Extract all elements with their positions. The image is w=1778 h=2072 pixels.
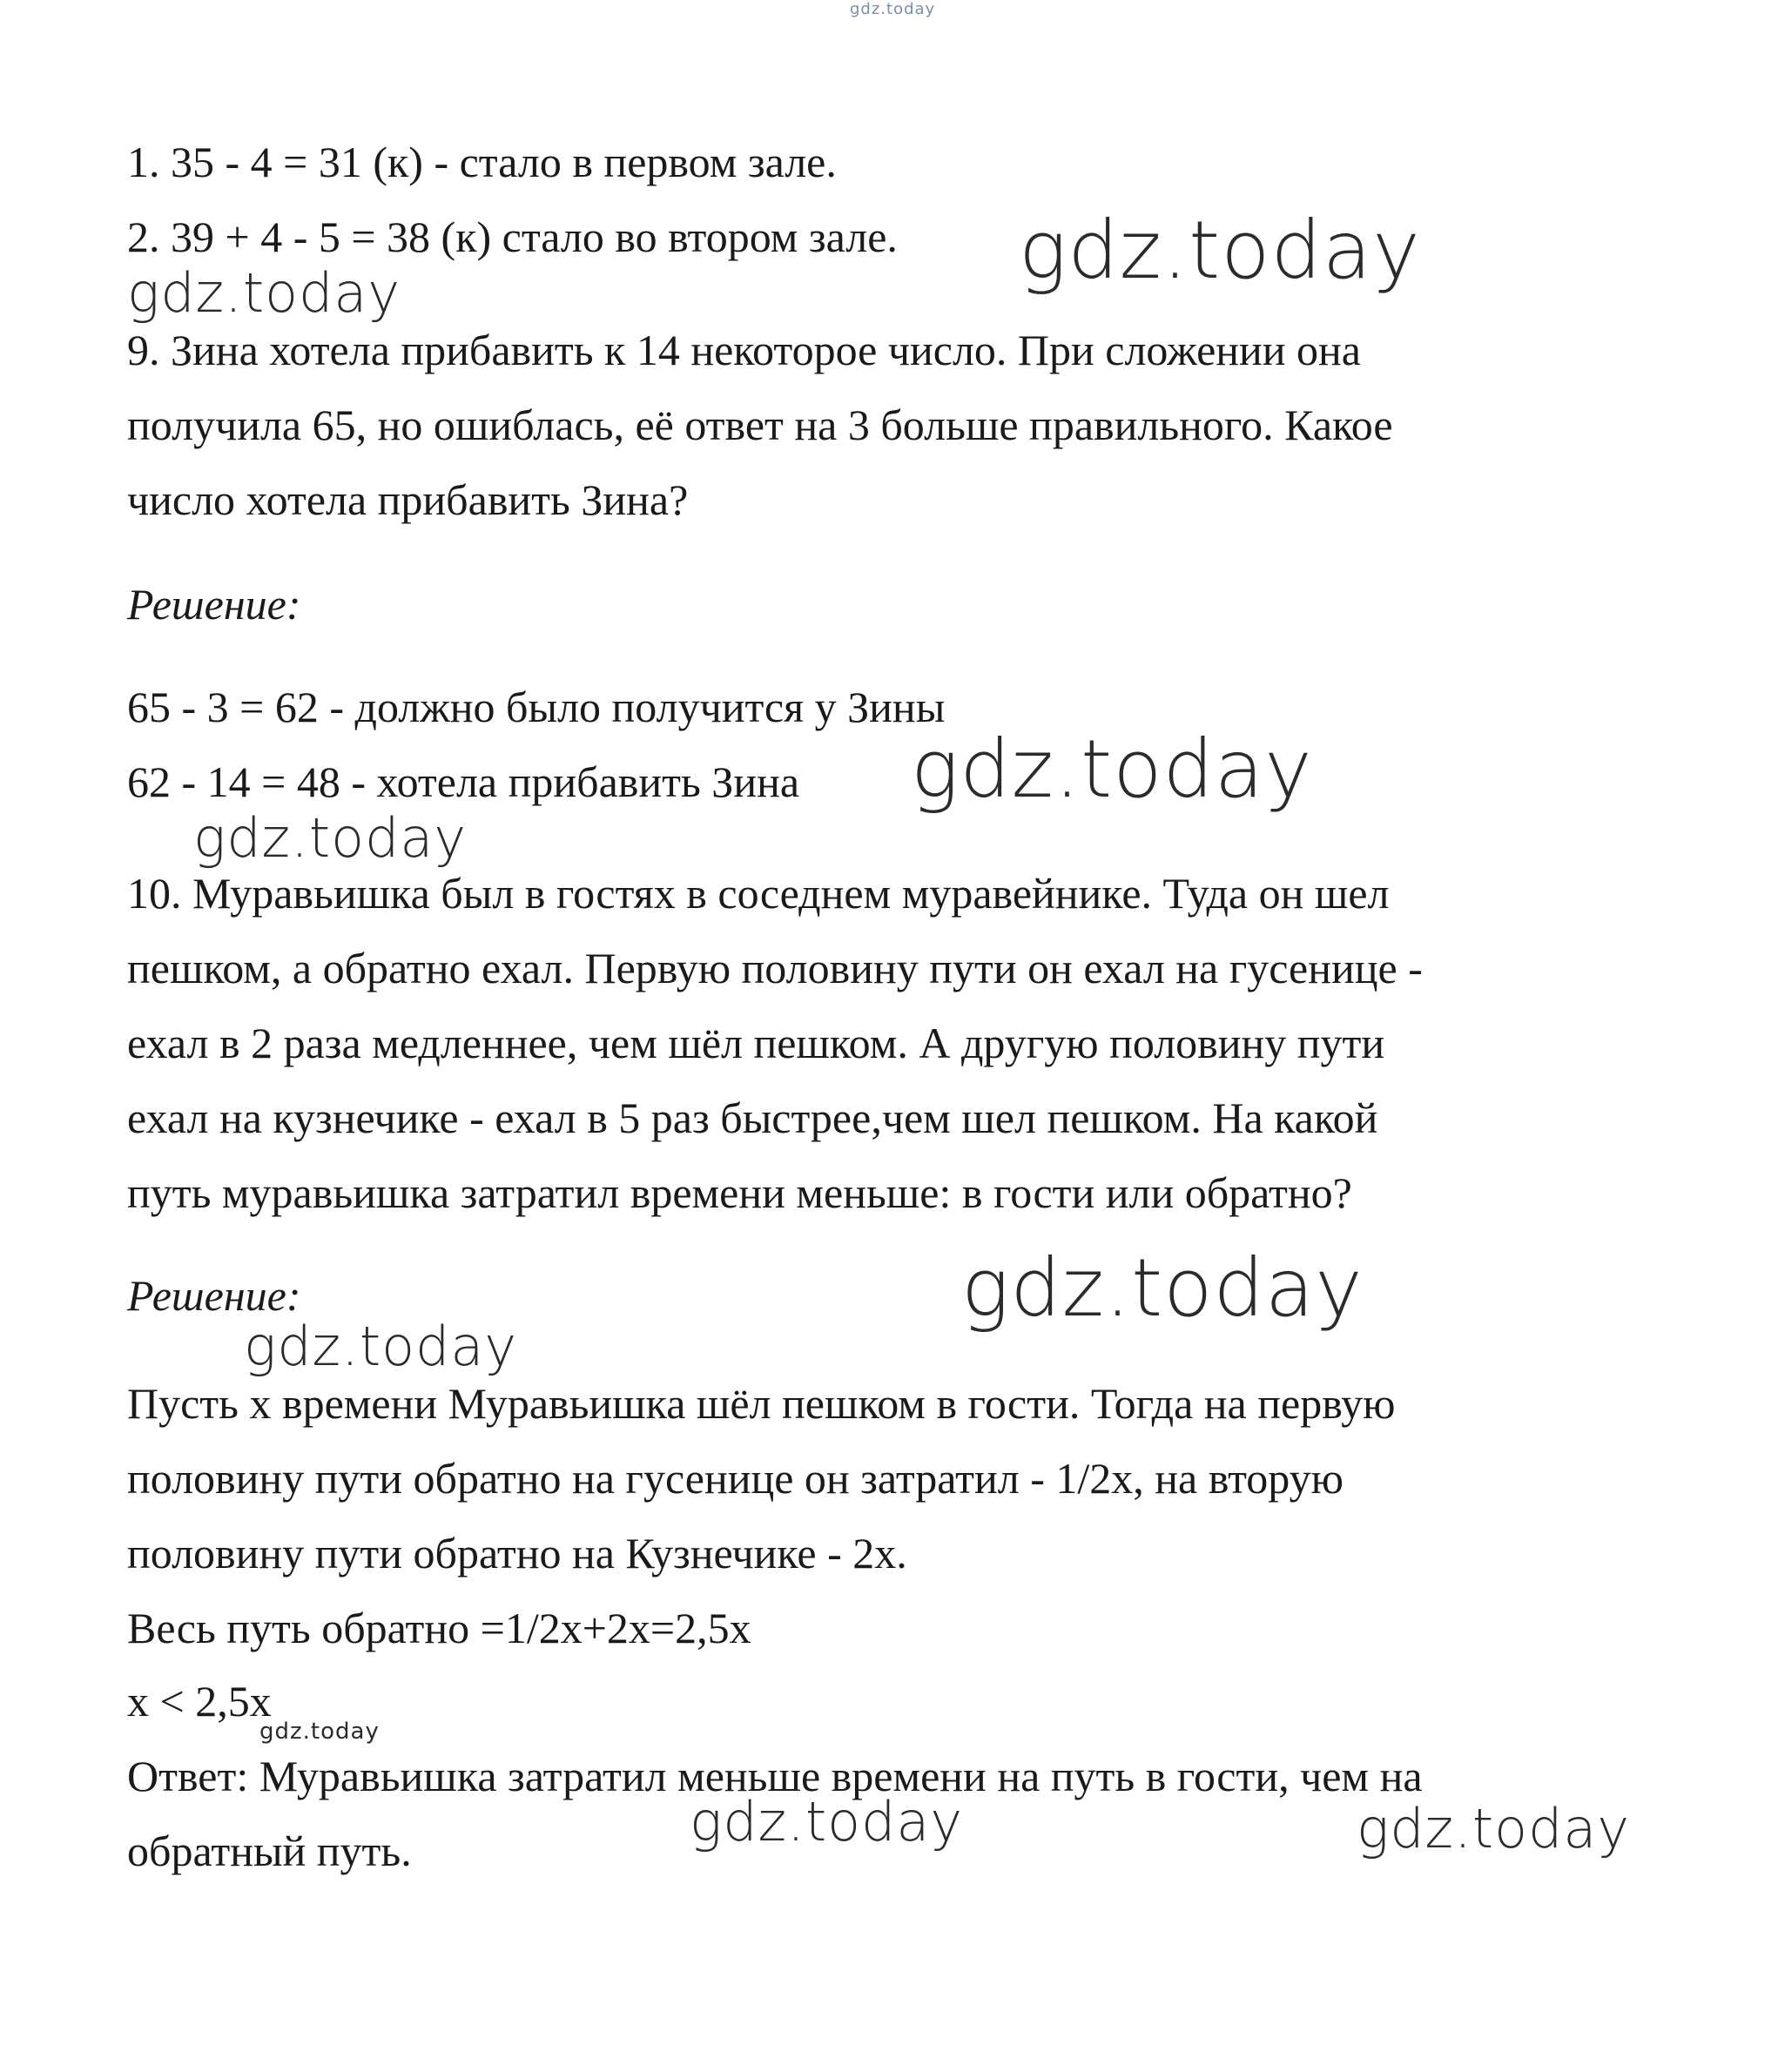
problem9-text-line-3: число хотела прибавить Зина? bbox=[127, 475, 689, 524]
problem9-solution-line-1: 65 - 3 = 62 - должно было получится у Зины bbox=[127, 683, 946, 731]
watermark: gdz.today bbox=[1357, 1797, 1631, 1860]
problem10-text-line-5: путь муравьишка затратил времени меньше: в гости или обратно? bbox=[127, 1168, 1352, 1217]
problem10-text-line-1: 10. Муравьишка был в гостях в соседнем муравейнике. Туда он шел bbox=[127, 869, 1390, 918]
problem10-text-line-2: пешком, а обратно ехал. Первую половину пути он ехал на гусенице - bbox=[127, 944, 1423, 992]
problem10-solution-line-5: x < 2,5x bbox=[127, 1677, 272, 1726]
problem10-text-line-3: ехал в 2 раза медленнее, чем шёл пешком. А другую половину пути bbox=[127, 1019, 1385, 1067]
watermark: gdz.today bbox=[259, 1719, 380, 1745]
problem10-solution-label: Решение: bbox=[127, 1271, 301, 1320]
watermark: gdz.today bbox=[690, 1790, 964, 1853]
watermark: gdz.today bbox=[127, 261, 401, 325]
watermark: gdz.today bbox=[961, 1241, 1364, 1335]
problem9-text-line-2: получила 65, но ошиблась, её ответ на 3 больше правильного. Какое bbox=[127, 400, 1393, 449]
problem10-solution-line-3: половину пути обратно на Кузнечике - 2x. bbox=[127, 1529, 907, 1578]
problem10-solution-line-2: половину пути обратно на гусенице он затратил - 1/2x, на вторую bbox=[127, 1454, 1344, 1503]
watermark-top: gdz.today bbox=[850, 0, 936, 18]
watermark: gdz.today bbox=[1019, 204, 1421, 297]
problem10-answer-line-2: обратный путь. bbox=[127, 1826, 412, 1875]
problem10-text-line-4: ехал на кузнечике - ехал в 5 раз быстрее,чем шел пешком. На какой bbox=[127, 1093, 1378, 1142]
problem8-step2: 2. 39 + 4 - 5 = 38 (к) стало во втором зале. bbox=[127, 212, 898, 261]
problem9-solution-label: Решение: bbox=[127, 580, 301, 629]
problem10-solution-line-4: Весь путь обратно =1/2x+2x=2,5x bbox=[127, 1604, 751, 1652]
watermark: gdz.today bbox=[193, 806, 468, 870]
problem10-answer-line-1: Ответ: Муравьишка затратил меньше времени на путь в гости, чем на bbox=[127, 1752, 1423, 1800]
problem9-text-line-1: 9. Зина хотела прибавить к 14 некоторое число. При сложении она bbox=[127, 326, 1361, 374]
problem10-solution-line-1: Пусть x времени Муравьишка шёл пешком в гости. Тогда на первую bbox=[127, 1379, 1396, 1428]
problem8-step1: 1. 35 - 4 = 31 (к) - стало в первом зале. bbox=[127, 138, 837, 186]
watermark: gdz.today bbox=[244, 1315, 518, 1378]
problem9-solution-line-2: 62 - 14 = 48 - хотела прибавить Зина bbox=[127, 757, 800, 806]
watermark: gdz.today bbox=[911, 723, 1313, 816]
